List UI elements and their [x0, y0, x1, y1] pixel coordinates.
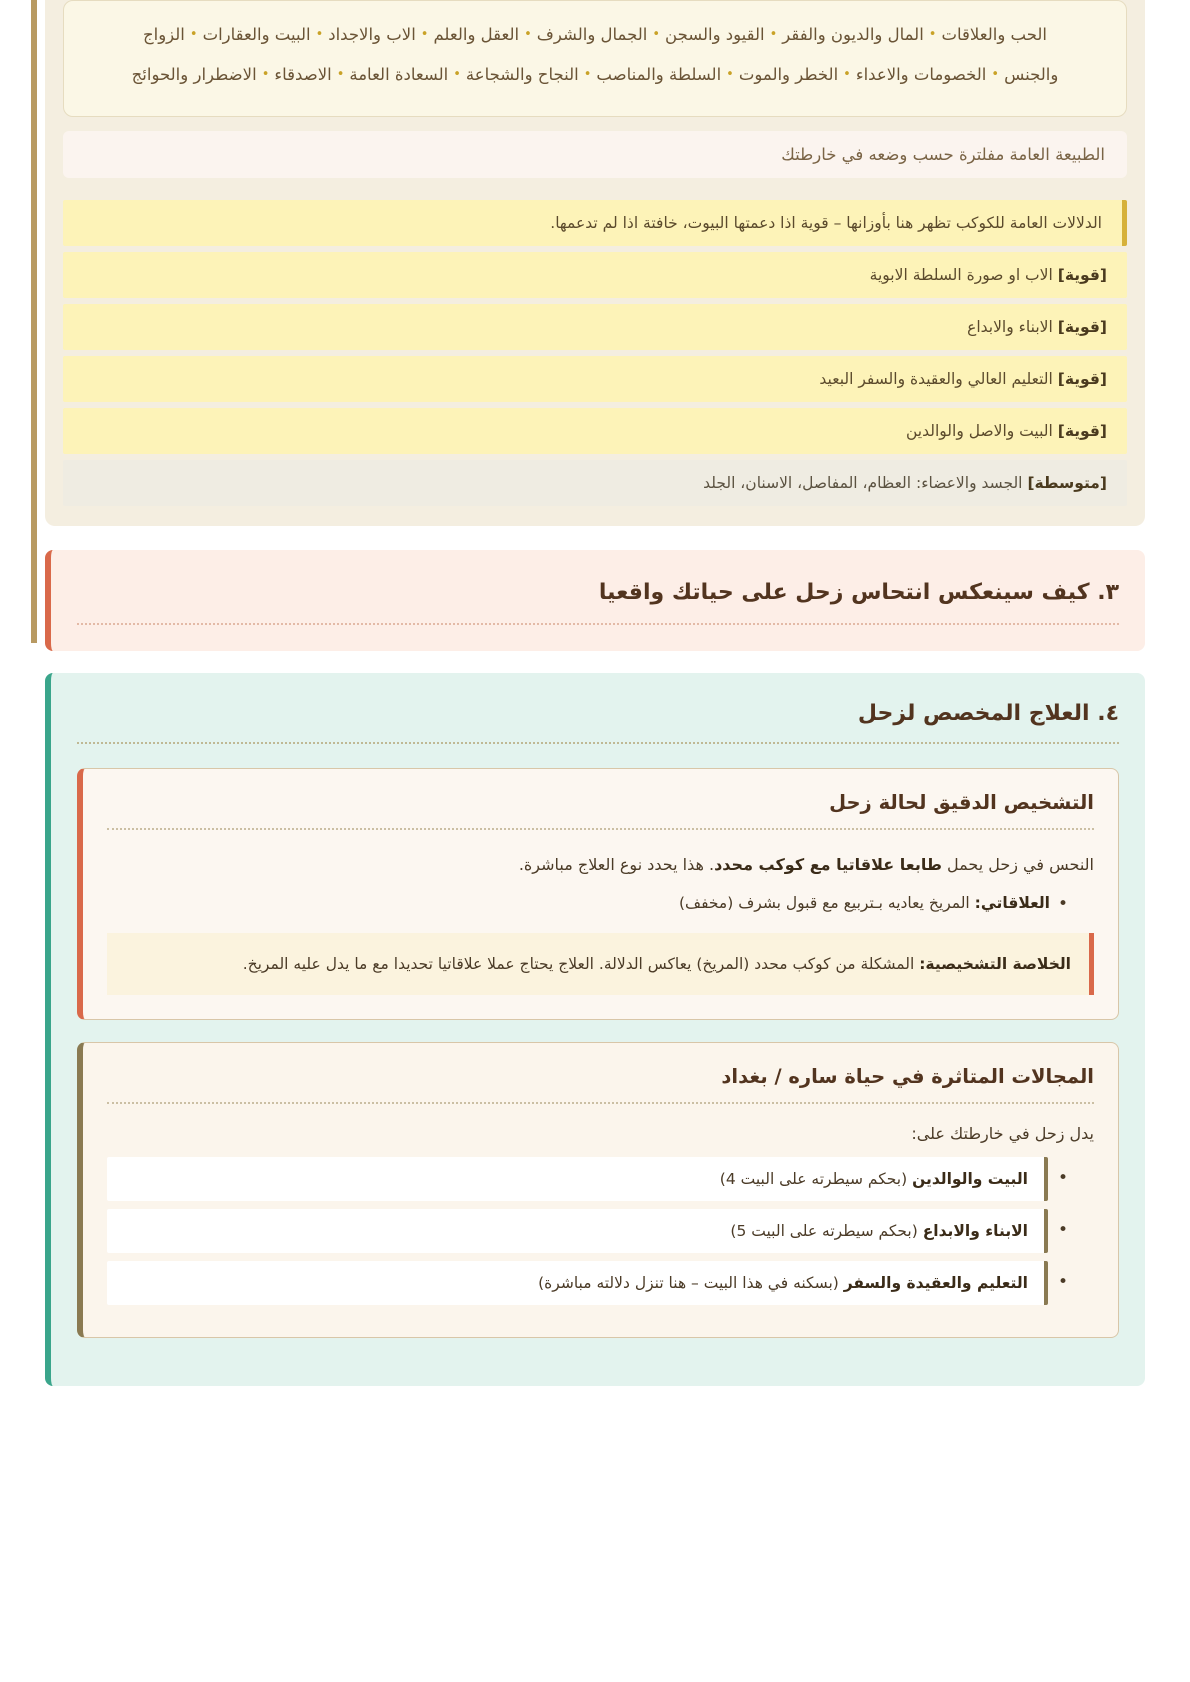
- list-item: [107, 1261, 1068, 1305]
- diagnosis-subcard: [77, 768, 1119, 1020]
- affected-area-chip: [107, 1209, 1048, 1253]
- diagnosis-bullet-list: [107, 889, 1094, 918]
- dignity-strength-tag: [قوية]: [1057, 265, 1107, 284]
- diagnosis-bullet-text: المريخ يعاديه بـتربيع مع قبول بشرف (مخفف): [678, 894, 975, 913]
- dignity-strength-tag: [قوية]: [1057, 317, 1107, 336]
- dignity-strength-tag: [متوسطة]: [1027, 473, 1107, 492]
- diagnosis-summary-text: المشكلة من كوكب محدد (المريخ) يعاكس الدلالة. العلاج يحتاج عملا علاقاتيا تحديدا مع ما يدل عليه المريخ.: [242, 954, 920, 973]
- keyword-item: السعادة العامة: [349, 65, 449, 85]
- affected-area-name: التعليم والعقيدة والسفر: [843, 1274, 1028, 1293]
- diagnosis-intro-after: . هذا يحدد نوع العلاج مباشرة.: [518, 854, 715, 874]
- keyword-separator: •: [843, 67, 851, 83]
- section-4-number: ٤.: [1097, 700, 1119, 726]
- general-significations-panel: [45, 0, 1145, 526]
- keyword-separator: •: [652, 27, 661, 42]
- list-item: [107, 1157, 1068, 1201]
- dignity-strength-tag: [قوية]: [1057, 369, 1107, 388]
- keyword-separator: •: [583, 67, 592, 83]
- keyword-separator: •: [336, 67, 345, 83]
- keyword-item: العقل والعلم: [433, 25, 520, 44]
- keyword-cloud: [63, 0, 1127, 117]
- keyword-item: الزواج والجنس: [142, 25, 1059, 85]
- keyword-separator: •: [769, 27, 778, 42]
- diagnosis-summary-label: الخلاصة التشخيصية:: [919, 954, 1071, 973]
- dignity-row: [63, 252, 1127, 298]
- section-4-divider: [77, 742, 1119, 744]
- keyword-item: السلطة والمناصب: [596, 65, 722, 85]
- keyword-separator: •: [524, 27, 532, 42]
- dignity-row-text: البيت والاصل والوالدين: [906, 421, 1053, 440]
- diagnosis-bullet-label: العلاقاتي:: [974, 894, 1050, 913]
- diagnosis-intro-emphasis: طابعا علاقاتيا مع كوكب محدد: [714, 854, 942, 874]
- affected-areas-subcard: [77, 1042, 1119, 1338]
- keyword-separator: •: [420, 27, 429, 42]
- dignity-strength-tag: [قوية]: [1057, 421, 1107, 440]
- keyword-item: البيت والعقارات: [202, 25, 311, 44]
- keyword-item: الاب والاجداد: [328, 25, 416, 44]
- section-3-number: ٣.: [1097, 579, 1119, 605]
- keyword-item: الخطر والموت: [738, 65, 839, 85]
- keyword-item: القيود والسجن: [665, 25, 765, 44]
- keyword-separator: •: [726, 67, 734, 83]
- affected-area-reason: (بحكم سيطرته على البيت 5): [730, 1222, 923, 1241]
- dignity-row-text: التعليم العالي والعقيدة والسفر البعيد: [819, 369, 1053, 388]
- dignity-row-text: الابناء والابداع: [967, 317, 1053, 336]
- keyword-separator: •: [261, 67, 270, 83]
- page-left-gold-rail: [31, 0, 37, 643]
- keyword-separator: •: [315, 27, 324, 42]
- dignity-list: [63, 200, 1127, 506]
- section-4-title: [77, 701, 1119, 726]
- section-3-title: [77, 580, 1119, 605]
- dignity-row-text: الاب او صورة السلطة الابوية: [869, 265, 1053, 284]
- section-3-title-text: كيف سينعكس انتحاس زحل على حياتك واقعيا: [598, 579, 1090, 605]
- keyword-item: الاضطرار والحوائج: [131, 65, 257, 85]
- list-item: [107, 1209, 1068, 1253]
- dignity-row: [63, 460, 1127, 506]
- keyword-separator: •: [991, 67, 1000, 83]
- section-4-card: [45, 673, 1145, 1386]
- keyword-item: الاصدقاء: [274, 65, 332, 85]
- keyword-item: الخصومات والاعداء: [855, 65, 987, 85]
- diagnosis-intro-before: النحس في زحل يحمل: [941, 854, 1094, 874]
- diagnosis-bullet: [107, 889, 1068, 918]
- keyword-separator: •: [453, 67, 461, 83]
- affected-area-reason: (بحكم سيطرته على البيت 4): [719, 1170, 913, 1189]
- diagnosis-summary-callout: [107, 933, 1094, 995]
- affected-area-reason: (بسكنه في هذا البيت – هنا تنزل دلالته مباشرة): [538, 1274, 844, 1293]
- affected-area-name: الابناء والابداع: [922, 1222, 1028, 1241]
- affected-areas-divider: [107, 1102, 1094, 1104]
- affected-areas-list: [107, 1157, 1094, 1305]
- keyword-separator: •: [189, 27, 198, 42]
- dignity-row: [63, 356, 1127, 402]
- dignity-lead-note: الدلالات العامة للكوكب تظهر هنا بأوزانها – قوية اذا دعمتها البيوت، خافتة اذا لم تدعمها.: [63, 200, 1127, 246]
- filtered-nature-note: الطبيعة العامة مفلترة حسب وضعه في خارطتك: [63, 131, 1127, 178]
- section-4-title-text: العلاج المخصص لزحل: [857, 700, 1090, 726]
- affected-areas-title: المجالات المتاثرة في حياة ساره / بغداد: [721, 1065, 1094, 1089]
- section-3-divider: [77, 623, 1119, 625]
- diagnosis-divider: [107, 828, 1094, 830]
- affected-area-chip: [107, 1157, 1048, 1201]
- affected-area-chip: [107, 1261, 1048, 1305]
- dignity-row: [63, 408, 1127, 454]
- diagnosis-intro: [107, 850, 1094, 880]
- keyword-item: النجاح والشجاعة: [465, 65, 579, 85]
- keyword-item: الحب والعلاقات: [941, 25, 1048, 44]
- dignity-row-text: الجسد والاعضاء: العظام، المفاصل، الاسنان، الجلد: [703, 473, 1023, 492]
- keyword-item: المال والديون والفقر: [782, 25, 924, 44]
- diagnosis-title: التشخيص الدقيق لحالة زحل: [829, 790, 1094, 814]
- dignity-row: [63, 304, 1127, 350]
- affected-areas-lede: يدل زحل في خارطتك على:: [911, 1124, 1094, 1144]
- keyword-separator: •: [928, 27, 937, 42]
- section-3-card: [45, 550, 1145, 651]
- keyword-item: الجمال والشرف: [536, 25, 648, 44]
- affected-area-name: البيت والوالدين: [912, 1170, 1028, 1189]
